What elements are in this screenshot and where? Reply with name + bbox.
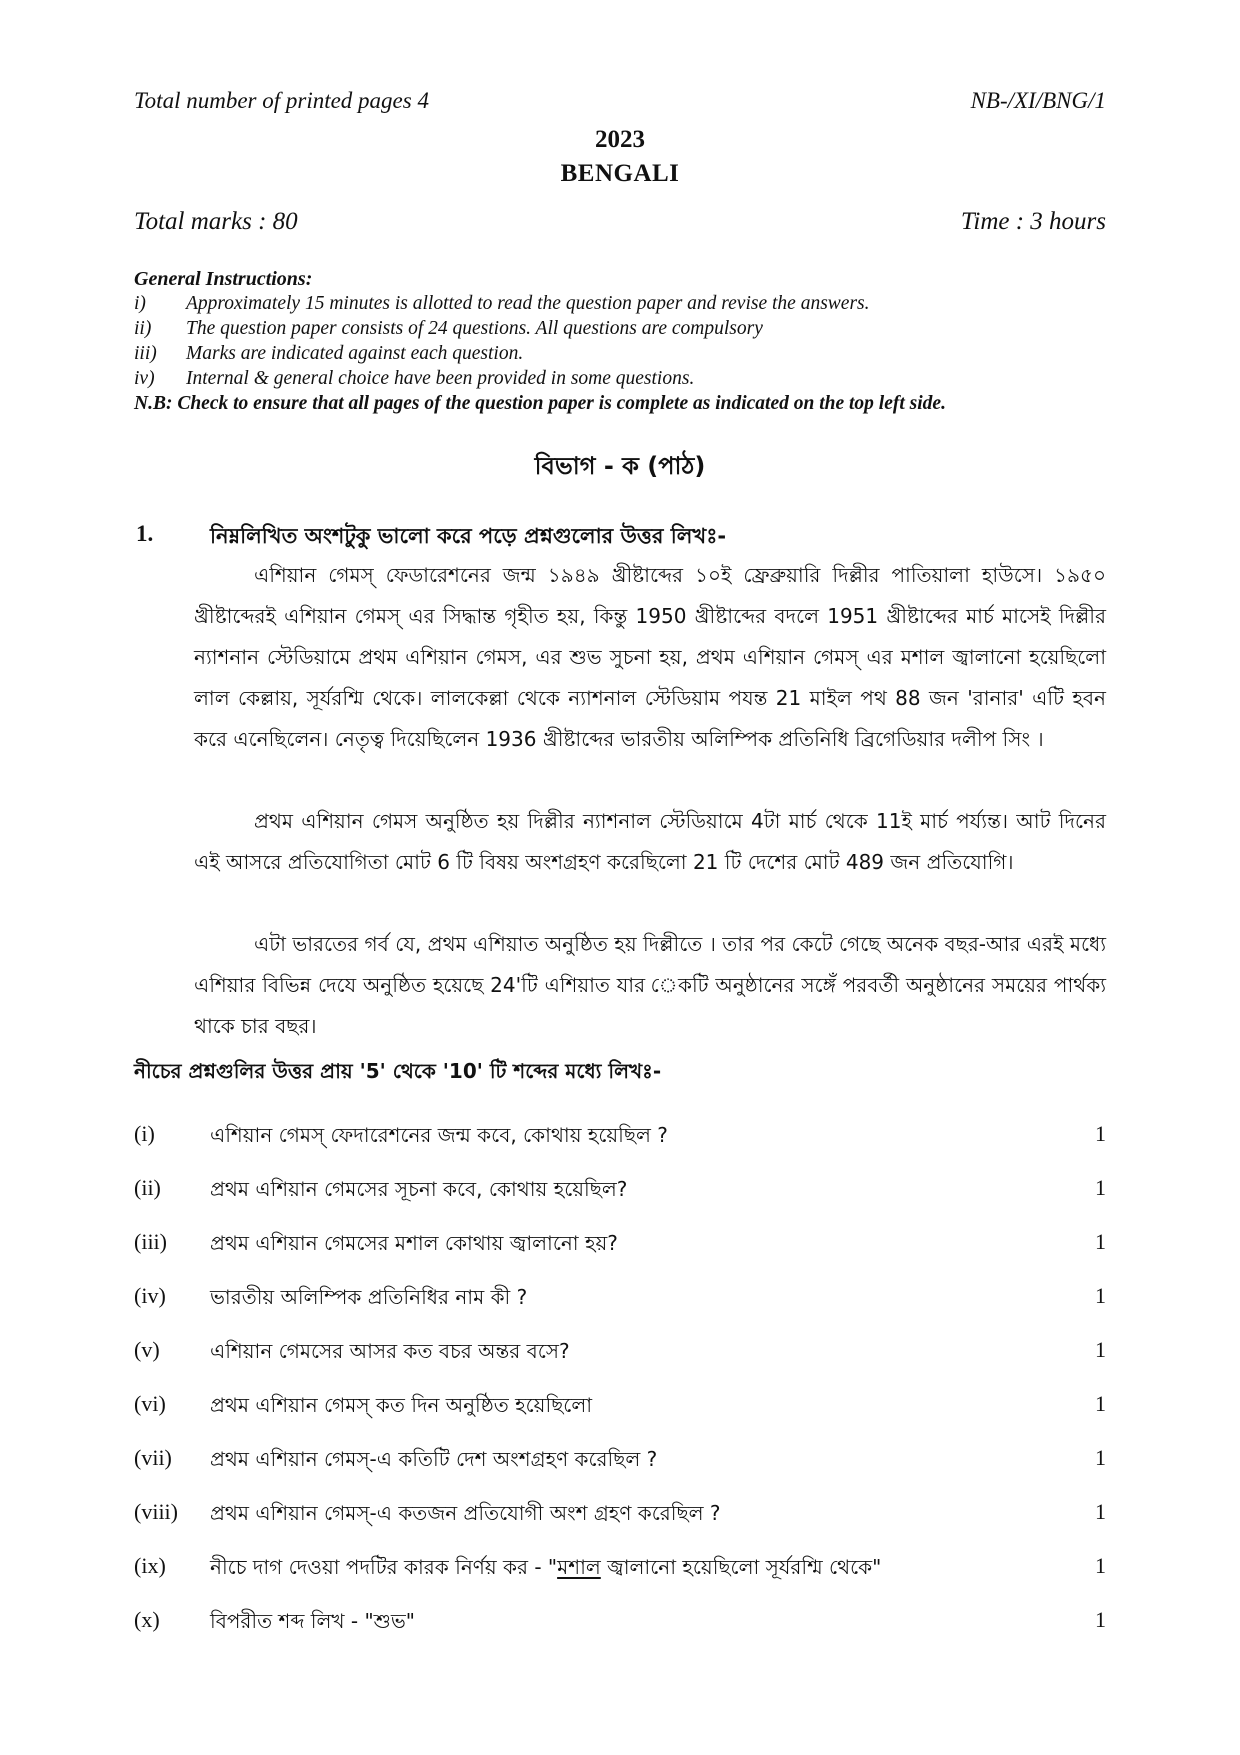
- sub-questions-heading: নীচের প্রশ্নগুলির উত্তর প্রায় '5' থেকে '10' টি শব্দের মধ্যে লিখঃ-: [134, 1059, 662, 1083]
- sub-question-row: [134, 1175, 1106, 1215]
- section-title: বিভাগ - ক (পাঠ): [534, 452, 706, 480]
- sub-question-text: এশিয়ান গেমস্ ফেদারেশনের জন্ম কবে, কোথায় হয়েছিল ?: [210, 1123, 668, 1147]
- sub-question-marks: 1: [1095, 1121, 1106, 1146]
- passage-paragraph: প্রথম এশিয়ান গেমস অনুষ্ঠিত হয় দিল্লীর ন্যাশনাল স্টেডিয়ামে 4টা মার্চ থেকে 11ই মার্চ পর্য্যন্ত। আট দিনের এই আসরে প্রতিযোগিতা মোট 6 টি বিষয় অংশগ্রহণ করেছিলো 21 টি দেশের মোট 489 জন প্রতিযোগি।: [194, 809, 1106, 874]
- sub-question-text: প্রথম এশিয়ান গেমসের মশাল কোথায় জ্বালানো হয়?: [210, 1231, 618, 1255]
- instruction-num: iii): [134, 343, 157, 364]
- sub-question-marks: 1: [1095, 1445, 1106, 1470]
- sub-question-marks: 1: [1095, 1499, 1106, 1524]
- total-marks: Total marks : 80: [134, 208, 298, 235]
- sub-question-text-before: নীচে দাগ দেওয়া পদটির কারক নির্ণয় কর - ": [210, 1555, 558, 1579]
- sub-question-text: প্রথম এশিয়ান গেমস্-এ কতজন প্রতিযোগী অংশ গ্রহণ করেছিল ?: [210, 1501, 721, 1525]
- sub-question-row: [134, 1445, 1106, 1485]
- sub-question-row: [134, 1607, 1106, 1647]
- sub-question-marks: 1: [1095, 1607, 1106, 1632]
- sub-question-marks: 1: [1095, 1391, 1106, 1416]
- sub-question-num: (x): [134, 1607, 160, 1632]
- sub-question-text: এশিয়ান গেমসের আসর কত বচর অন্তর বসে?: [210, 1339, 570, 1363]
- sub-question-marks: 1: [1095, 1283, 1106, 1308]
- sub-question-num: (iv): [134, 1283, 166, 1308]
- instruction-item: [134, 318, 763, 340]
- sub-question-num: (v): [134, 1337, 160, 1362]
- underlined-word: মশাল: [557, 1555, 601, 1579]
- sub-question-marks: 1: [1095, 1337, 1106, 1362]
- instruction-item: [134, 368, 694, 390]
- instructions-title: General Instructions:: [134, 268, 313, 290]
- sub-question-text: প্রথম এশিয়ান গেমস্-এ কতিটি দেশ অংশগ্রহণ করেছিল ?: [210, 1447, 658, 1471]
- time-allowed: Time : 3 hours: [960, 208, 1106, 235]
- instruction-num: ii): [134, 318, 152, 339]
- sub-question-marks: 1: [1095, 1229, 1106, 1254]
- sub-question-num: (ii): [134, 1175, 161, 1200]
- instruction-item: [134, 343, 523, 365]
- sub-question-row: [134, 1553, 1106, 1593]
- sub-question-num: (iii): [134, 1229, 167, 1254]
- sub-question-num: (vii): [134, 1445, 172, 1470]
- sub-question-row: [134, 1283, 1106, 1323]
- passage-paragraph: এটা ভারতের গর্ব যে, প্রথম এশিয়াত অনুষ্ঠিত হয় দিল্লীতে । তার পর কেটে গেছে অনেক বছর-আর এরই মধ্যে এশিয়ার বিভিন্ন দেযে অনুষ্ঠিত হয়েছে 24'টি এশিয়াত যার েকটি অনুষ্ঠানের সঙ্গেঁ পরবর্তী অনুষ্ঠানের সময়ের পার্থক্য থাকে চার বছর।: [194, 932, 1106, 1038]
- sub-question-marks: 1: [1095, 1175, 1106, 1200]
- sub-question-text-after: জ্বালানো হয়েছিলো সূর্যরশ্মি থেকে": [600, 1555, 882, 1579]
- sub-question-row: [134, 1121, 1106, 1161]
- sub-question-text: বিপরীত শব্দ লিখ - "শুভ": [210, 1609, 415, 1633]
- nb-note: N.B: Check to ensure that all pages of the question paper is complete as indicated on the top left side.: [134, 393, 946, 414]
- instruction-item: [134, 293, 870, 315]
- printed-pages-note: Total number of printed pages 4: [134, 88, 429, 113]
- instruction-text: Approximately 15 minutes is allotted to read the question paper and revise the answers.: [186, 293, 870, 314]
- question-number: 1.: [136, 521, 154, 546]
- instruction-text: Internal & general choice have been provided in some questions.: [186, 368, 695, 389]
- sub-question-row: [134, 1391, 1106, 1431]
- sub-question-num: (i): [134, 1121, 155, 1146]
- sub-question-row: [134, 1337, 1106, 1377]
- sub-question-text: প্রথম এশিয়ান গেমস্ কত দিন অনুষ্ঠিত হয়েছিলো: [210, 1393, 593, 1417]
- passage-paragraph: এশিয়ান গেমস্ ফেডারেশনের জন্ম ১৯৪৯ খ্রীষ্টাব্দের ১০ই ফ্রেব্রুয়ারি দিল্লীর পাতিয়ালা হাউসে। ১৯৫০ খ্রীষ্টাব্দেরই এশিয়ান গেমস্ এর সিদ্ধান্ত গৃহীত হয়, কিন্তু 1950 খ্রীষ্টাব্দের বদলে 1951 খ্রীষ্টাব্দের মার্চ মাসেই দিল্লীর ন্যাশনান স্টেডিয়ামে প্রথম এশিয়ান গেমস, এর শুভ সুচনা হয়, প্রথম এশিয়ান গেমস্ এর মশাল জ্বালানো হয়েছিলো লাল কেল্লায়, সূর্যরশ্মি থেকে। লালকেল্লা থেকে ন্যাশনাল স্টেডিয়াম পযন্ত 21 মাইল পথ 88 জন 'রানার' এটি হবন করে এনেছিলেন। নেতৃত্ব দিয়েছিলেন 1936 খ্রীষ্টাব্দের ভারতীয় অলিম্পিক প্রতিনিধি ব্রিগেডিয়ার দলীপ সিং ।: [194, 563, 1106, 751]
- instruction-text: The question paper consists of 24 questions. All questions are compulsory: [186, 318, 763, 339]
- instruction-num: iv): [134, 368, 155, 389]
- sub-question-row: [134, 1499, 1106, 1539]
- sub-question-row: [134, 1229, 1106, 1269]
- question-heading: নিম্নলিখিত অংশটুকু ভালো করে পড়ে প্রশ্নগুলোর উত্তর লিখঃ-: [210, 524, 727, 548]
- sub-question-marks: 1: [1095, 1553, 1106, 1578]
- sub-question-text: ভারতীয় অলিম্পিক প্রতিনিধির নাম কী ?: [210, 1285, 528, 1309]
- sub-question-num: (viii): [134, 1499, 178, 1524]
- paper-code: NB-/XI/BNG/1: [970, 88, 1106, 113]
- instruction-num: i): [134, 293, 146, 314]
- exam-year: 2023: [595, 126, 645, 153]
- instruction-text: Marks are indicated against each question.: [186, 343, 524, 364]
- sub-question-num: (ix): [134, 1553, 166, 1578]
- sub-question-text: প্রথম এশিয়ান গেমসের সূচনা কবে, কোথায় হয়েছিল?: [210, 1177, 628, 1201]
- sub-question-text: [210, 1553, 881, 1586]
- subject-title: BENGALI: [560, 160, 680, 187]
- sub-question-num: (vi): [134, 1391, 166, 1416]
